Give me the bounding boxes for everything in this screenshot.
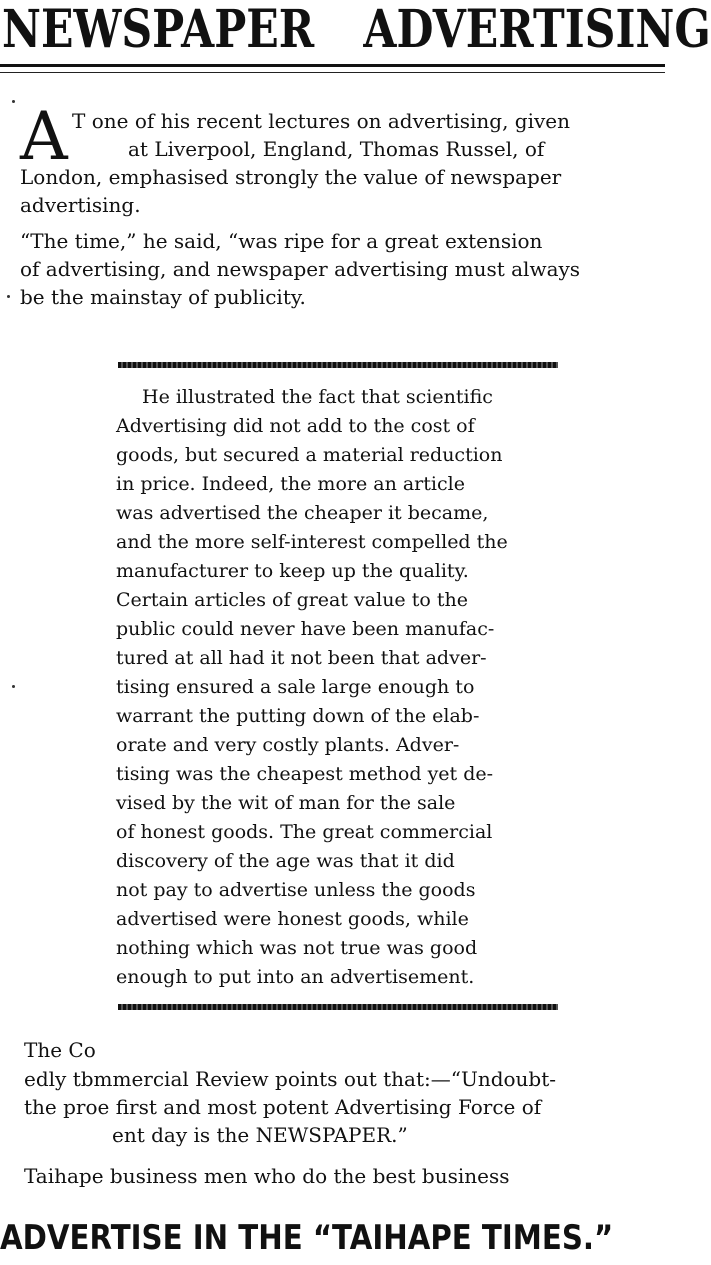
boxed-line: and the more self-interest compelled the [116,531,508,553]
headline-word-advertising: ADVERTISING [363,0,711,60]
boxed-line: nothing which was not true was good [116,937,478,959]
bottom-banner: ADVERTISE IN THE “TAIHAPE TIMES.” [0,1218,614,1258]
boxed-line: discovery of the age was that it did [116,850,455,872]
intro-line: T one of his recent lectures on advertising, given [72,109,570,133]
boxed-line: Certain articles of great value to the [116,589,468,611]
headline [2,0,711,60]
boxed-line: tising ensured a sale large enough to [116,676,475,698]
boxed-line: Advertising did not add to the cost of [116,415,475,437]
closing-line: Taihape business men who do the best business [24,1164,510,1188]
boxed-line: public could never have been manufac- [116,618,495,640]
intro-line: at Liverpool, England, Thomas Russel, of [128,137,545,161]
quote-line: of advertising, and newspaper advertising must always [20,257,581,281]
print-speck [7,295,10,298]
box-top-rule [118,362,558,368]
intro-line: London, emphasised strongly the value of newspaper [20,165,562,189]
print-speck [12,100,15,103]
boxed-line: advertised were honest goods, while [116,908,469,930]
review-line: edly tbmmercial Review points out that:—“Undoubt- [24,1067,557,1091]
boxed-line: goods, but secured a material reduction [116,444,503,466]
review-line: ent day is the NEWSPAPER.” [112,1123,408,1147]
boxed-line: tising was the cheapest method yet de- [116,763,494,785]
headline-word-newspaper: NEWSPAPER [2,0,315,60]
boxed-line: not pay to advertise unless the goods [116,879,476,901]
drop-cap: A [20,98,68,175]
box-bottom-rule [118,1004,558,1010]
review-line: the proe first and most potent Advertising Force of [24,1095,542,1119]
intro-line: advertising. [20,193,141,217]
boxed-line: orate and very costly plants. Adver- [116,734,460,756]
quote-line: be the mainstay of publicity. [20,285,306,309]
boxed-line: enough to put into an advertisement. [116,966,475,988]
boxed-line: of honest goods. The great commercial [116,821,493,843]
boxed-line: manufacturer to keep up the quality. [116,560,469,582]
headline-rule-thin [0,72,665,73]
quote-line: “The time,” he said, “was ripe for a great extension [20,229,543,253]
boxed-line: in price. Indeed, the more an article [116,473,465,495]
boxed-line: was advertised the cheaper it became, [116,502,489,524]
headline-rule-thick [0,64,665,67]
boxed-line: warrant the putting down of the elab- [116,705,480,727]
boxed-line: tured at all had it not been that adver- [116,647,487,669]
boxed-line: vised by the wit of man for the sale [116,792,456,814]
print-speck [12,685,15,688]
review-line: The Co [24,1038,96,1062]
boxed-line: He illustrated the fact that scientific [142,386,493,408]
